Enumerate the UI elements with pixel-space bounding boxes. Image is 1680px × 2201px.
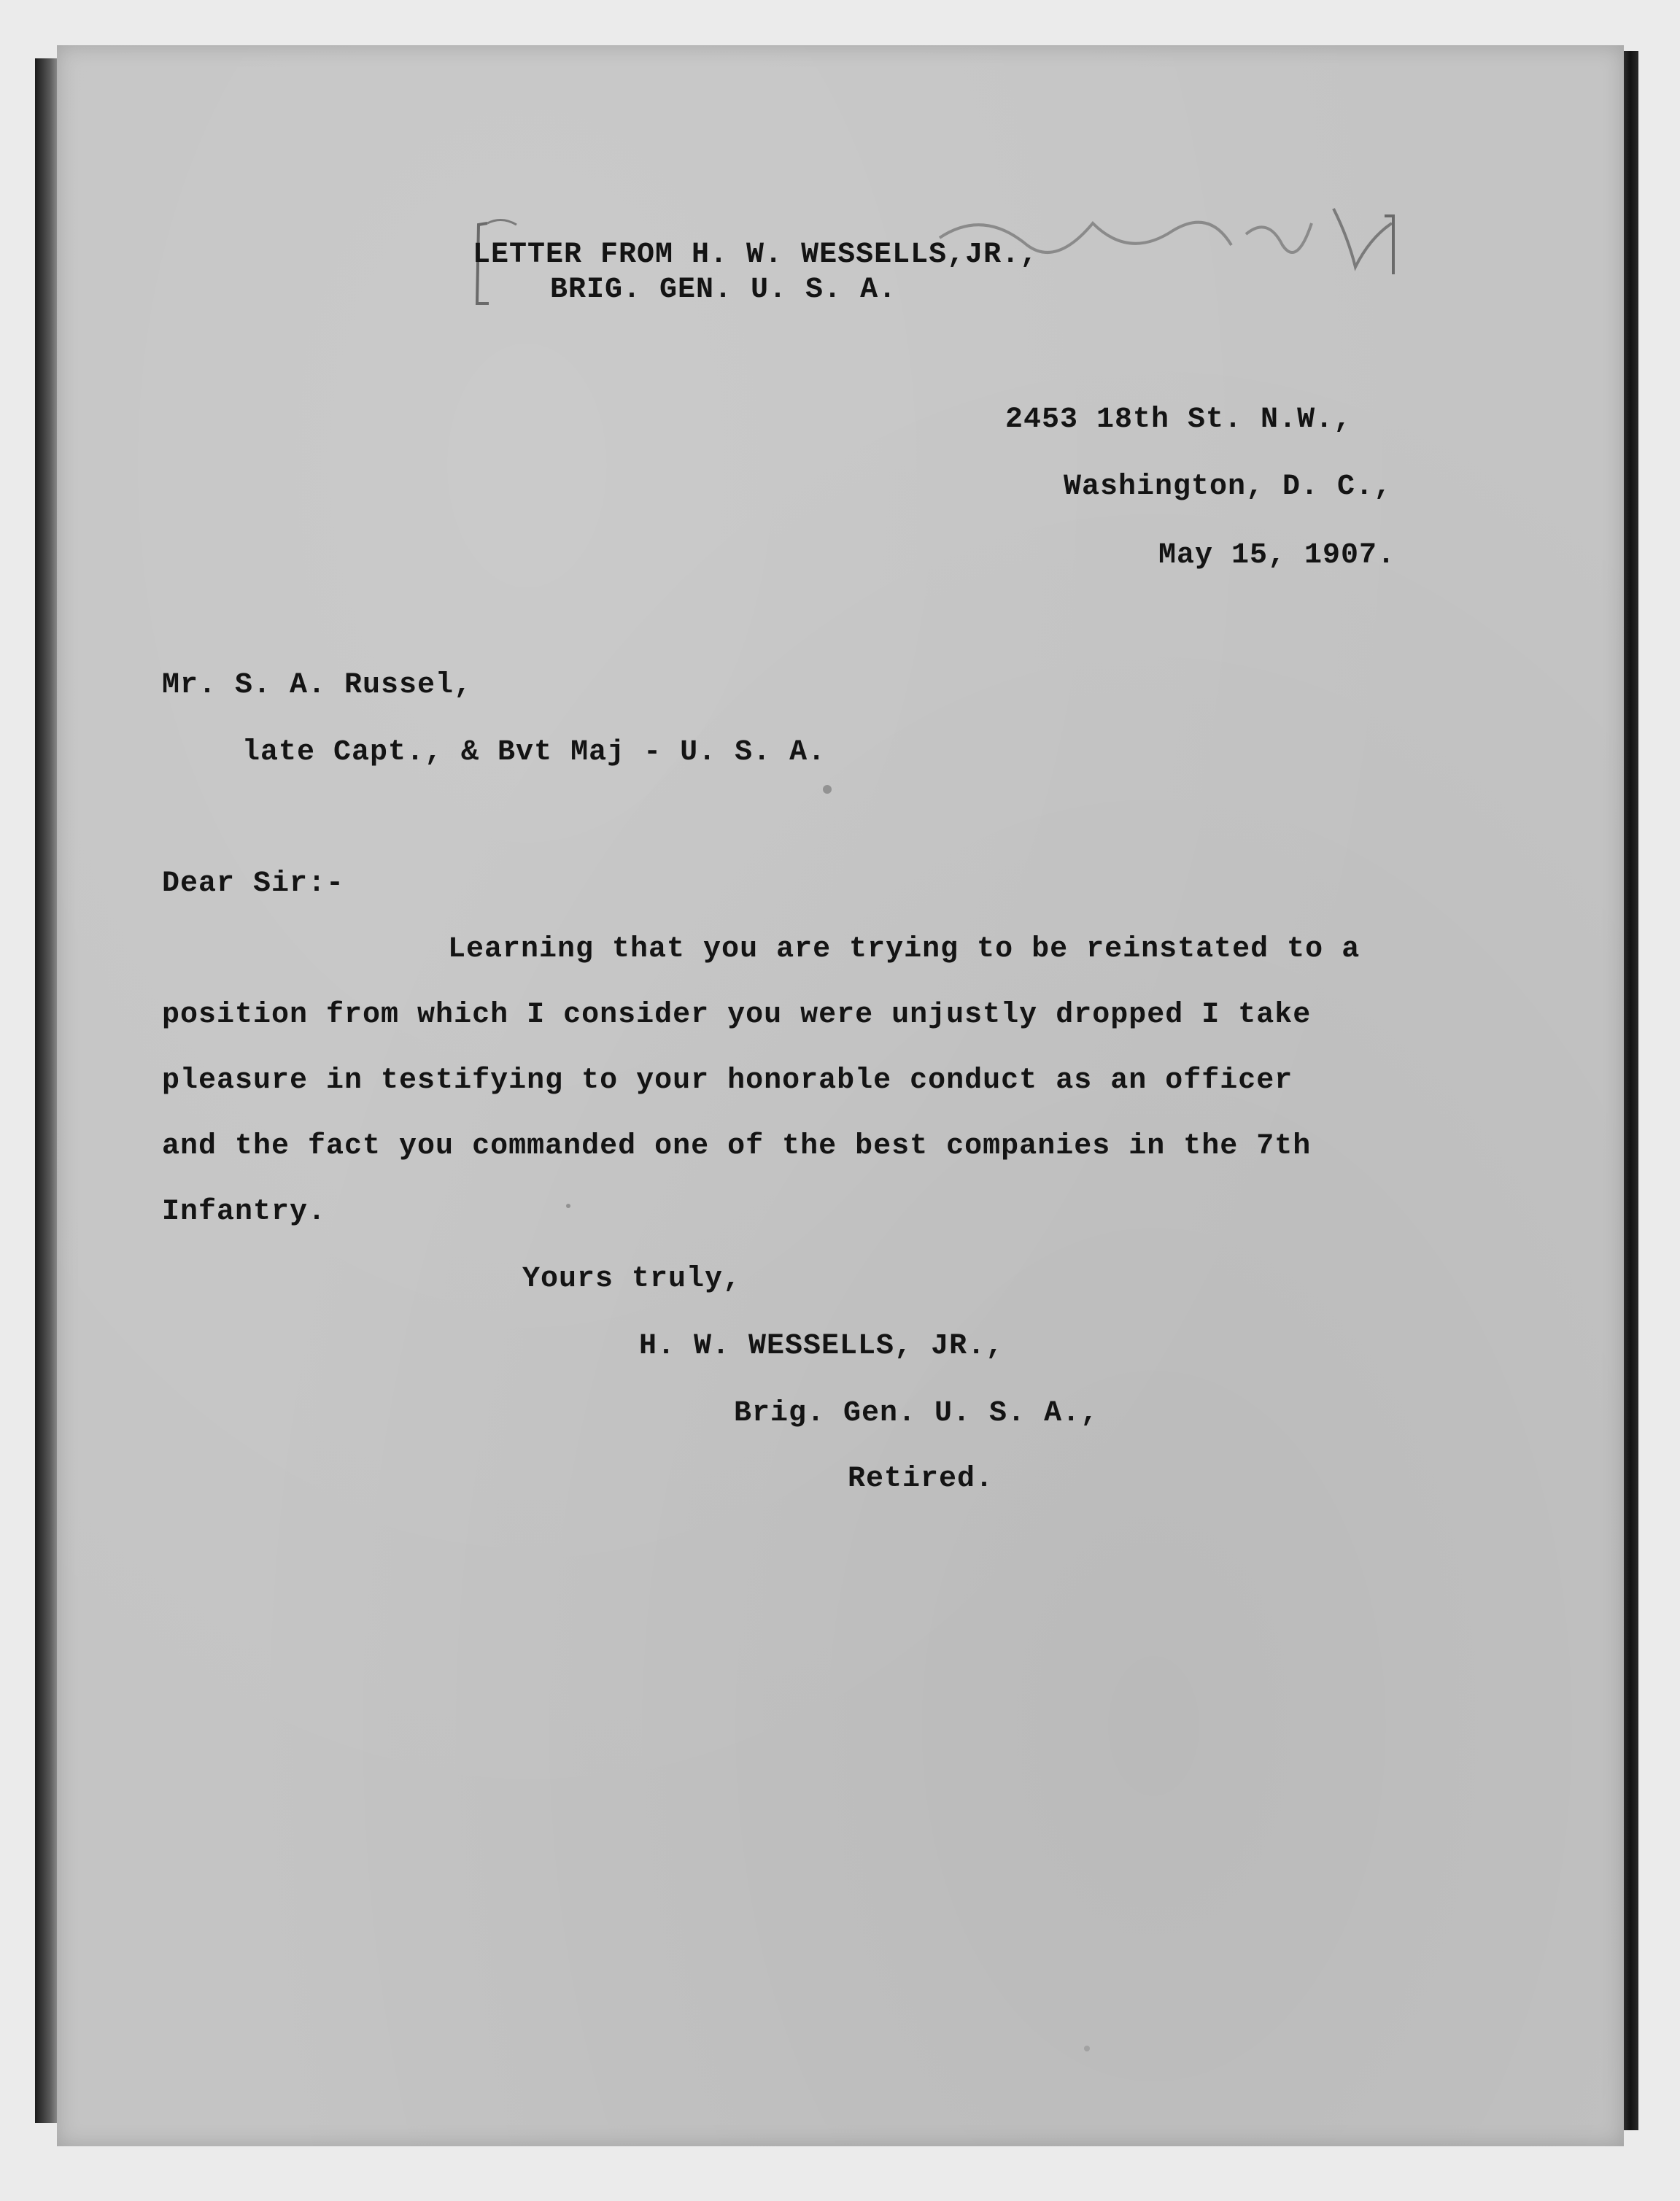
body-line: and the fact you commanded one of the best companies in the 7th — [162, 1130, 1312, 1163]
signer-status: Retired. — [848, 1463, 994, 1496]
address-city: Washington, D. C., — [1064, 471, 1393, 503]
letter-heading-line-2: BRIG. GEN. U. S. A. — [550, 274, 897, 306]
paper-speck — [1084, 2046, 1090, 2051]
paper-speck — [823, 785, 832, 794]
paper-speck — [566, 1204, 570, 1208]
page-left-edge — [35, 58, 60, 2123]
body-line: Infantry. — [162, 1196, 327, 1229]
signer-rank: Brig. Gen. U. S. A., — [734, 1397, 1099, 1430]
address-street: 2453 18th St. N.W., — [1005, 403, 1352, 436]
body-line: Learning that you are trying to be reinstated to a — [448, 933, 1360, 966]
signer-name: H. W. WESSELLS, JR., — [639, 1330, 1004, 1363]
letter-date: May 15, 1907. — [1158, 539, 1396, 572]
valediction: Yours truly, — [522, 1263, 742, 1296]
salutation: Dear Sir:- — [162, 867, 345, 900]
body-line: position from which I consider you were unjustly dropped I take — [162, 999, 1312, 1032]
body-line: pleasure in testifying to your honorable conduct as an officer — [162, 1064, 1293, 1097]
letter-heading-line-1: LETTER FROM H. W. WESSELLS,JR., — [473, 239, 1039, 271]
recipient-name: Mr. S. A. Russel, — [162, 669, 473, 702]
recipient-title: late Capt., & Bvt Maj - U. S. A. — [242, 736, 827, 769]
